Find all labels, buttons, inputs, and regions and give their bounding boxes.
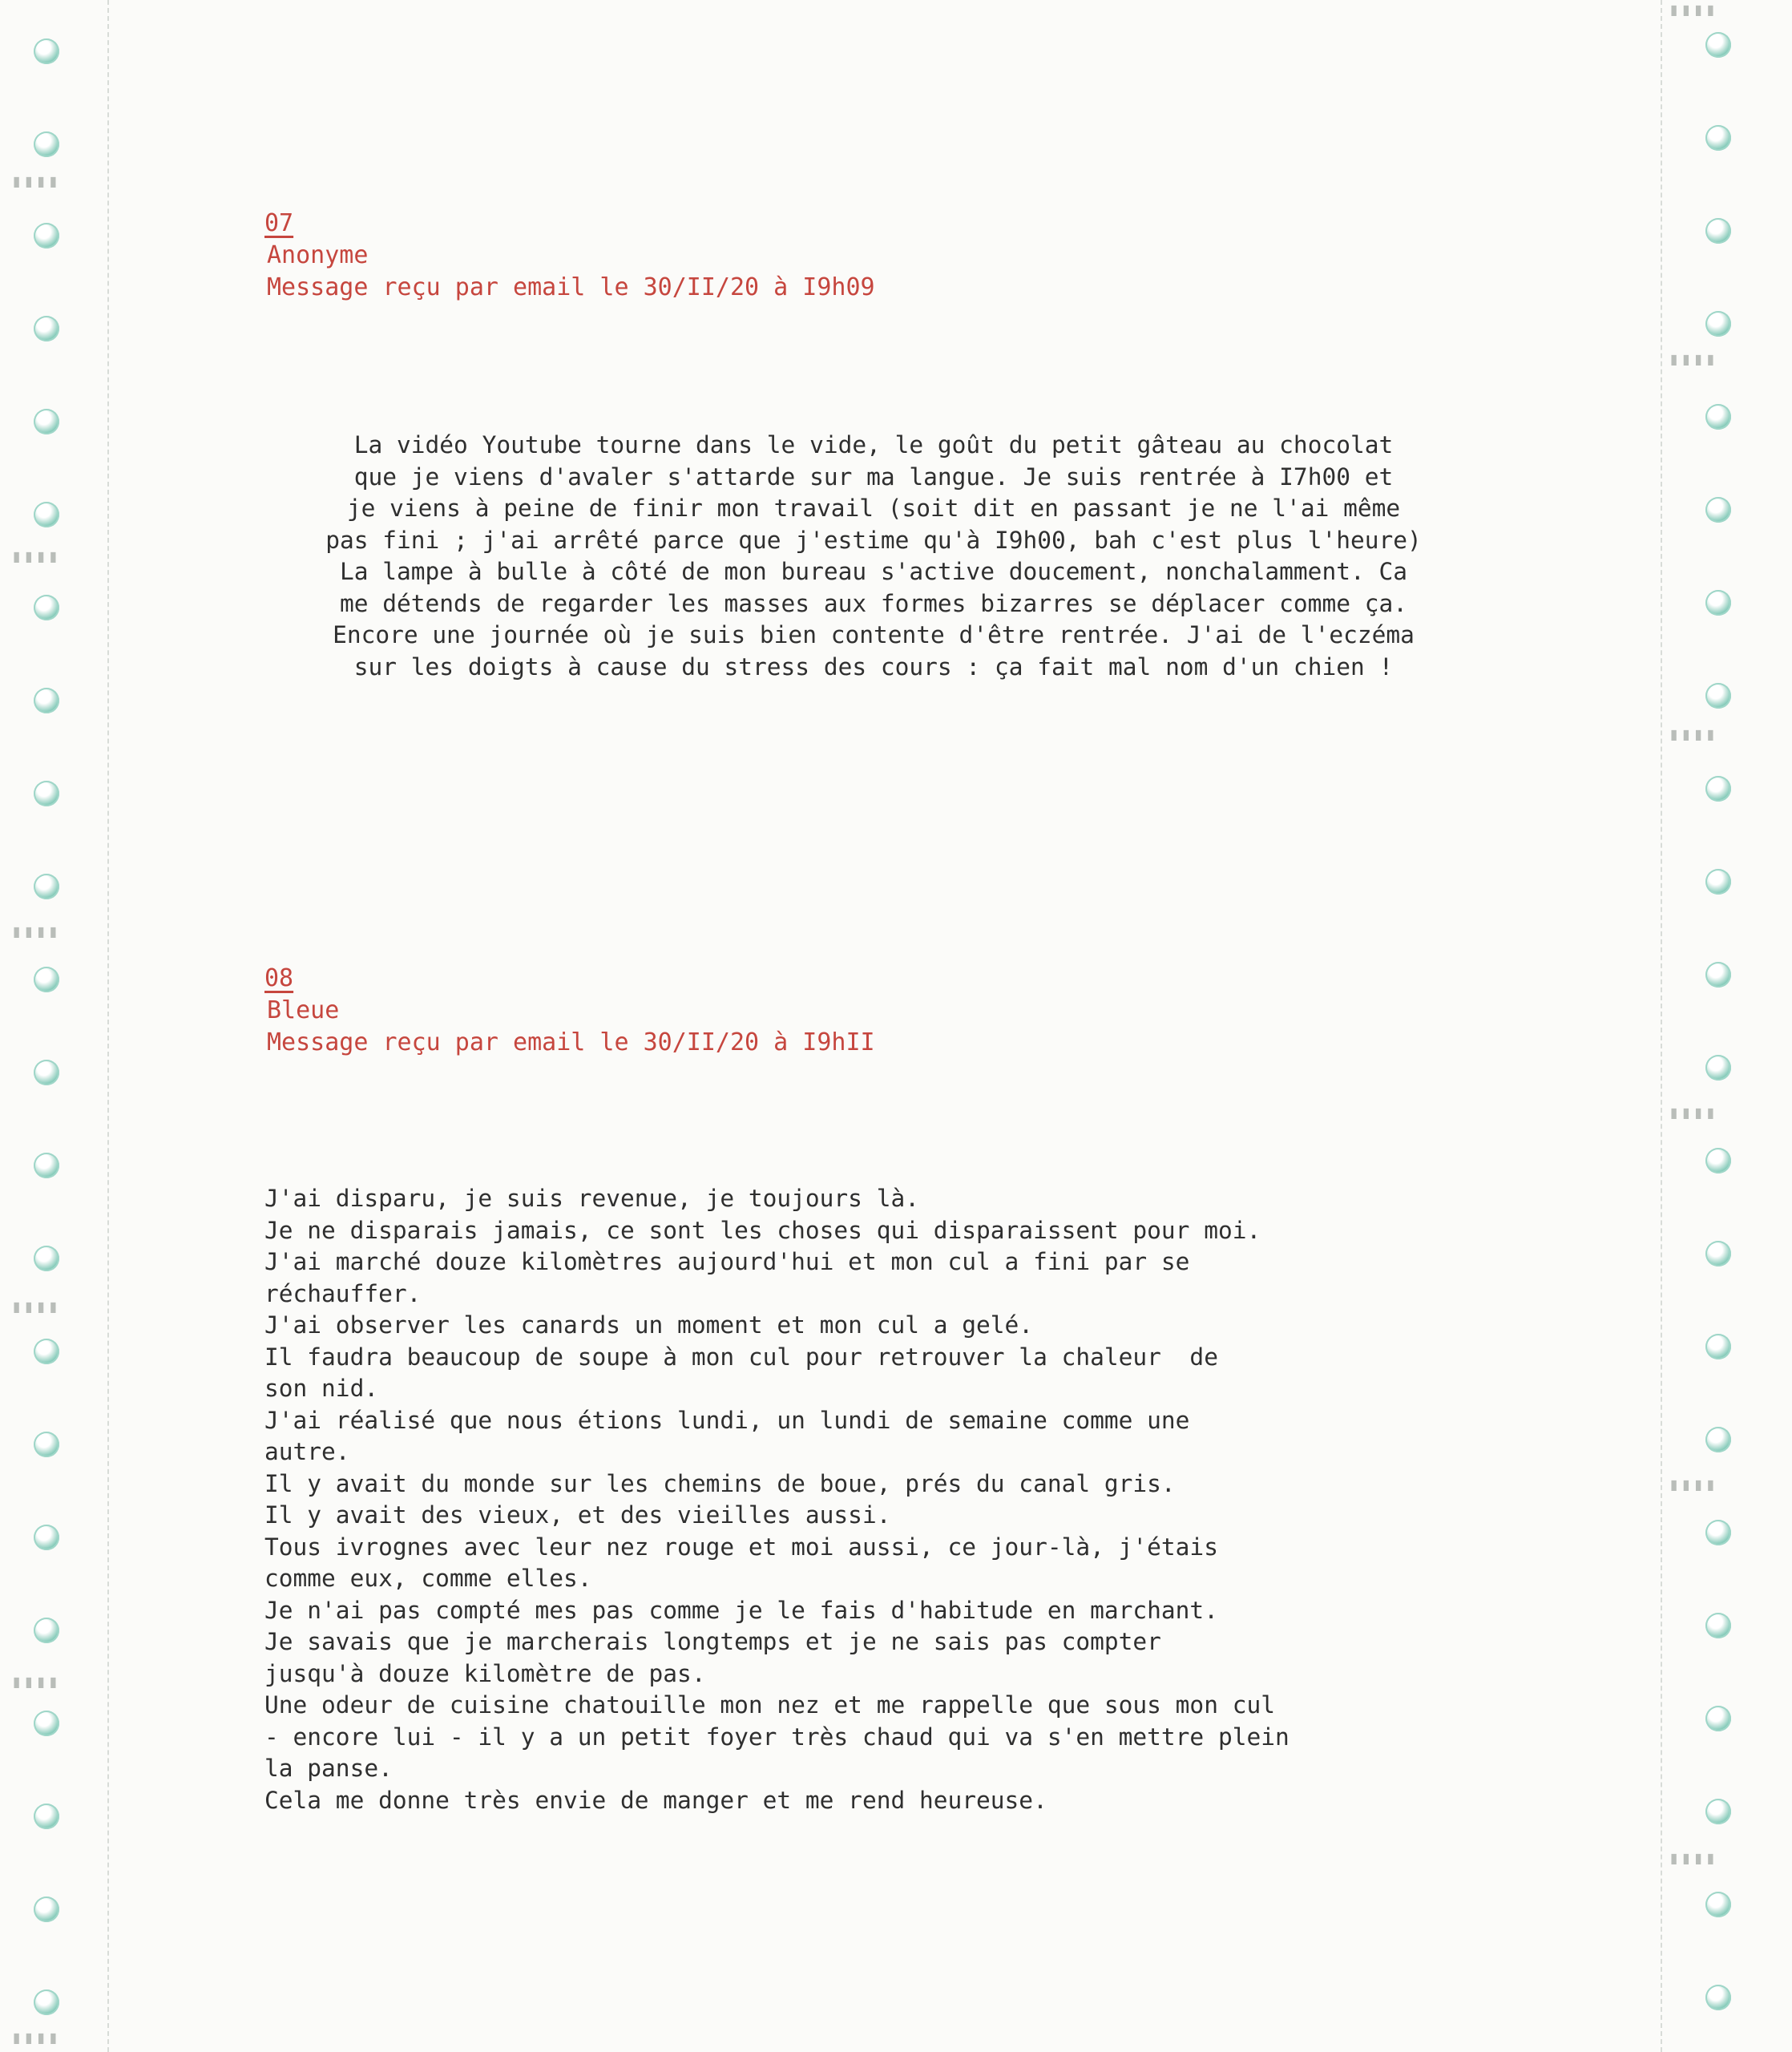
perforation-mark-icon: ▮▮▮▮ bbox=[1669, 1103, 1717, 1123]
feed-hole-icon bbox=[34, 1711, 59, 1736]
message-line: La vidéo Youtube tourne dans le vide, le goût du petit gâteau au chocolat bbox=[353, 431, 1394, 458]
feed-hole-icon bbox=[1705, 683, 1731, 709]
message-line: pas fini ; j'ai arrêté parce que j'estime qu'à I9h00, bah c'est plus l'heure) bbox=[325, 526, 1422, 554]
perforation-mark-icon: ▮▮▮▮ bbox=[11, 922, 60, 942]
feed-hole-icon bbox=[34, 1153, 59, 1178]
message-line: J'ai observer les canards un moment et mon cul a gelé. bbox=[264, 1311, 1034, 1339]
feed-hole-icon bbox=[1705, 1241, 1731, 1266]
feed-hole-icon bbox=[1705, 497, 1731, 523]
message-line: Il y avait des vieux, et des vieilles aussi. bbox=[264, 1501, 891, 1529]
message-line: Une odeur de cuisine chatouille mon nez et me rappelle que sous mon cul bbox=[264, 1691, 1275, 1719]
feed-hole-icon bbox=[34, 1804, 59, 1829]
left-perforation-line bbox=[107, 0, 109, 2052]
message-line: Encore une journée où je suis bien contente d'être rentrée. J'ai de l'eczéma bbox=[333, 621, 1415, 648]
message-line: J'ai marché douze kilomètres aujourd'hui et mon cul a fini par se bbox=[264, 1248, 1190, 1275]
feed-hole-icon bbox=[34, 38, 59, 64]
message-line: sur les doigts à cause du stress des cours : ça fait mal nom d'un chien ! bbox=[353, 652, 1394, 681]
feed-hole-icon bbox=[1705, 869, 1731, 895]
feed-hole-icon bbox=[1705, 962, 1731, 988]
right-tractor-feed-strip bbox=[1667, 0, 1792, 2052]
feed-hole-icon bbox=[34, 131, 59, 157]
message-line: Je n'ai pas compté mes pas comme je le fais d'habitude en marchant. bbox=[264, 1596, 1218, 1624]
feed-hole-icon bbox=[34, 1060, 59, 1085]
message-line: Tous ivrognes avec leur nez rouge et moi aussi, ce jour-là, j'étais bbox=[264, 1533, 1218, 1561]
left-tractor-feed-strip bbox=[0, 0, 96, 2052]
feed-hole-icon bbox=[1705, 1520, 1731, 1545]
entry-message-body bbox=[264, 430, 1483, 683]
feed-hole-icon bbox=[1705, 776, 1731, 802]
feed-hole-icon bbox=[34, 409, 59, 434]
feed-hole-icon bbox=[34, 1432, 59, 1457]
right-perforation-line bbox=[1661, 0, 1662, 2052]
message-line: Je savais que je marcherais longtemps et je ne sais pas compter bbox=[264, 1628, 1161, 1655]
perforation-mark-icon: ▮▮▮▮ bbox=[11, 1672, 60, 1692]
feed-hole-icon bbox=[1705, 32, 1731, 58]
feed-hole-icon bbox=[1705, 218, 1731, 244]
entry-message-body bbox=[264, 1183, 1483, 1816]
feed-hole-icon bbox=[34, 1339, 59, 1364]
feed-hole-icon bbox=[34, 1618, 59, 1643]
feed-hole-icon bbox=[1705, 1706, 1731, 1731]
message-line: jusqu'à douze kilomètre de pas. bbox=[264, 1659, 706, 1687]
perforation-mark-icon: ▮▮▮▮ bbox=[1669, 725, 1717, 745]
message-line: Il y avait du monde sur les chemins de boue, prés du canal gris. bbox=[264, 1469, 1176, 1497]
feed-hole-icon bbox=[34, 223, 59, 248]
entry-author: Bleue bbox=[267, 996, 340, 1024]
feed-hole-icon bbox=[34, 967, 59, 992]
entry-received-line: Message reçu par email le 30/II/20 à I9h09 bbox=[267, 273, 875, 301]
perforation-mark-icon: ▮▮▮▮ bbox=[1669, 1848, 1717, 1868]
feed-hole-icon bbox=[1705, 404, 1731, 430]
feed-hole-icon bbox=[1705, 1055, 1731, 1081]
message-line: La lampe à bulle à côté de mon bureau s'active doucement, nonchalamment. Ca bbox=[339, 558, 1408, 585]
message-line: réchauffer. bbox=[264, 1279, 422, 1307]
entry-author: Anonyme bbox=[267, 241, 369, 269]
feed-hole-icon bbox=[34, 1246, 59, 1271]
feed-hole-icon bbox=[1705, 1148, 1731, 1173]
feed-hole-icon bbox=[34, 688, 59, 713]
perforation-mark-icon: ▮▮▮▮ bbox=[1669, 1475, 1717, 1495]
feed-hole-icon bbox=[1705, 1985, 1731, 2010]
perforation-mark-icon: ▮▮▮▮ bbox=[1669, 0, 1717, 20]
perforation-mark-icon: ▮▮▮▮ bbox=[1669, 349, 1717, 370]
feed-hole-icon bbox=[1705, 1613, 1731, 1638]
feed-hole-icon bbox=[1705, 1799, 1731, 1824]
perforation-mark-icon: ▮▮▮▮ bbox=[11, 547, 60, 567]
message-line: la panse. bbox=[264, 1755, 393, 1782]
feed-hole-icon bbox=[1705, 125, 1731, 151]
message-line: - encore lui - il y a un petit foyer très chaud qui va s'en mettre plein bbox=[264, 1723, 1290, 1751]
message-line: J'ai réalisé que nous étions lundi, un lundi de semaine comme une bbox=[264, 1406, 1190, 1434]
feed-hole-icon bbox=[34, 502, 59, 527]
perforation-mark-icon: ▮▮▮▮ bbox=[11, 172, 60, 192]
message-line: Il faudra beaucoup de soupe à mon cul pour retrouver la chaleur de bbox=[264, 1343, 1218, 1371]
feed-hole-icon bbox=[1705, 1427, 1731, 1452]
message-line: que je viens d'avaler s'attarde sur ma langue. Je suis rentrée à I7h00 et bbox=[353, 463, 1394, 491]
feed-hole-icon bbox=[34, 595, 59, 620]
message-line: je viens à peine de finir mon travail (soit dit en passant je ne l'ai même bbox=[346, 495, 1401, 522]
message-line: son nid. bbox=[264, 1375, 379, 1402]
feed-hole-icon bbox=[1705, 311, 1731, 337]
message-line: Cela me donne très envie de manger et me rend heureuse. bbox=[264, 1786, 1047, 1814]
feed-hole-icon bbox=[1705, 1334, 1731, 1359]
message-line: autre. bbox=[264, 1438, 350, 1465]
feed-hole-icon bbox=[34, 1896, 59, 1922]
perforation-mark-icon: ▮▮▮▮ bbox=[11, 1297, 60, 1317]
message-line: comme eux, comme elles. bbox=[264, 1565, 592, 1592]
perforation-mark-icon: ▮▮▮▮ bbox=[11, 2028, 60, 2048]
feed-hole-icon bbox=[1705, 1892, 1731, 1917]
feed-hole-icon bbox=[34, 874, 59, 899]
feed-hole-icon bbox=[34, 316, 59, 341]
feed-hole-icon bbox=[34, 1989, 59, 2015]
feed-hole-icon bbox=[34, 1525, 59, 1550]
message-line: Je ne disparais jamais, ce sont les choses qui disparaissent pour moi. bbox=[264, 1216, 1261, 1244]
entry-received-line: Message reçu par email le 30/II/20 à I9hII bbox=[267, 1028, 875, 1056]
feed-hole-icon bbox=[1705, 590, 1731, 616]
message-line: me détends de regarder les masses aux formes bizarres se déplacer comme ça. bbox=[339, 589, 1408, 617]
feed-hole-icon bbox=[34, 781, 59, 806]
entry-number: 08 bbox=[264, 964, 294, 992]
message-line: J'ai disparu, je suis revenue, je toujours là. bbox=[264, 1185, 919, 1212]
entry-number: 07 bbox=[264, 209, 294, 237]
